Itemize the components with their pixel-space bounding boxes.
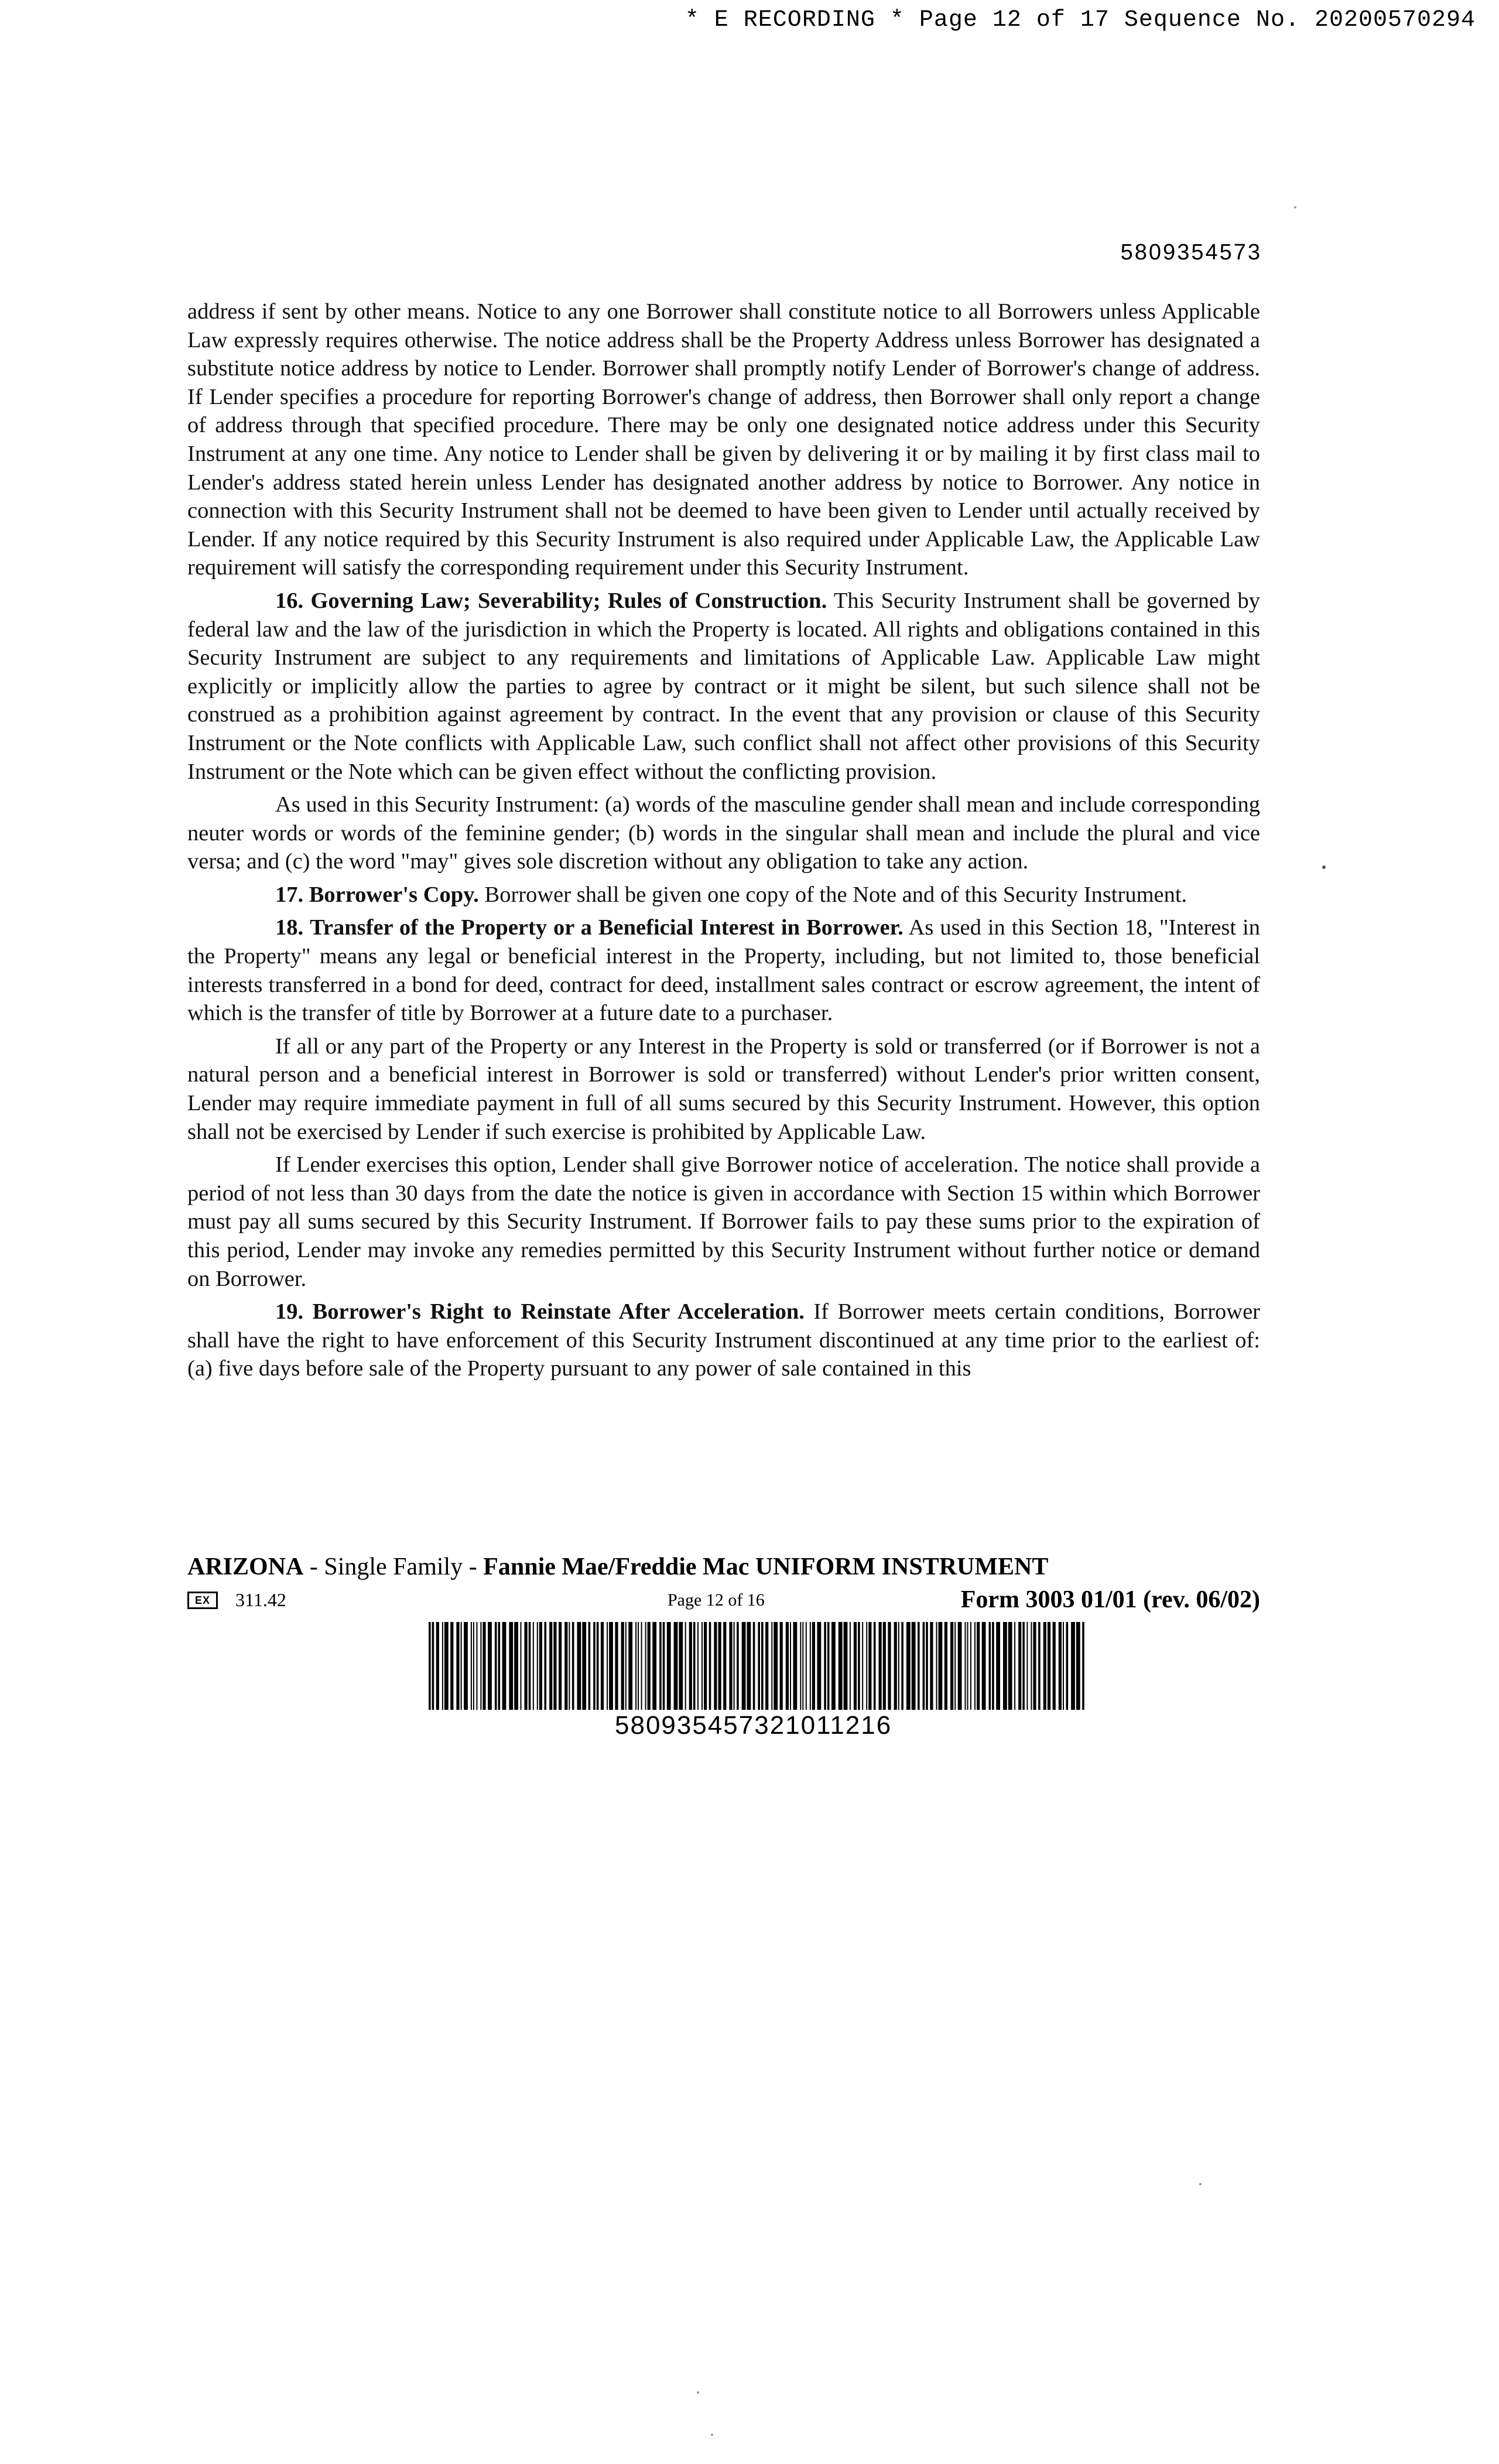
barcode-bar xyxy=(529,1622,531,1710)
barcode-bar xyxy=(597,1622,599,1710)
barcode-bar xyxy=(1059,1622,1062,1710)
barcode-bar xyxy=(894,1622,897,1710)
barcode-bar xyxy=(802,1622,803,1710)
barcode-bar xyxy=(456,1622,459,1710)
barcode-bar xyxy=(729,1622,732,1710)
barcode-bar xyxy=(812,1622,815,1710)
barcode-bar xyxy=(444,1622,449,1710)
barcode-bar xyxy=(883,1622,886,1710)
section-18 xyxy=(187,913,1260,1027)
barcode-bar xyxy=(645,1622,646,1710)
form-code: 311.42 xyxy=(235,1589,286,1610)
barcode-bar xyxy=(1063,1622,1064,1710)
section-17-text: Borrower shall be given one copy of the Note and of this Security Instrument. xyxy=(484,882,1187,907)
scan-speck xyxy=(711,2434,713,2436)
document-body xyxy=(187,297,1260,1383)
barcode-bar xyxy=(432,1622,434,1710)
barcode-bar xyxy=(974,1622,976,1710)
barcode-bar xyxy=(701,1622,703,1710)
footer-family: Single Family xyxy=(324,1553,463,1580)
barcode-bar xyxy=(850,1622,851,1710)
barcode-bar xyxy=(601,1622,604,1710)
barcode-bar xyxy=(901,1622,903,1710)
barcode-bar xyxy=(786,1622,789,1710)
barcode-bar xyxy=(742,1622,746,1710)
barcode-bar xyxy=(564,1622,567,1710)
barcode-bar xyxy=(436,1622,439,1710)
barcode-bar xyxy=(539,1622,542,1710)
barcode-bar xyxy=(718,1622,721,1710)
barcode-bar xyxy=(537,1622,538,1710)
barcode-bar xyxy=(545,1622,547,1710)
barcode-bar xyxy=(488,1622,492,1710)
barcode-bar xyxy=(930,1622,933,1710)
barcode-bar xyxy=(780,1622,783,1710)
barcode-bar xyxy=(461,1622,462,1710)
barcode-bar xyxy=(912,1622,916,1710)
barcode-bar xyxy=(771,1622,772,1710)
barcode-bar xyxy=(525,1622,528,1710)
barcode-bar xyxy=(714,1622,717,1710)
barcode-bar xyxy=(761,1622,764,1710)
barcode-bar xyxy=(480,1622,481,1710)
form-footer-title xyxy=(187,1553,1048,1581)
section-19-number: 19. xyxy=(275,1299,304,1325)
barcode-number: 580935457321011216 xyxy=(615,1711,892,1740)
barcode-bar xyxy=(1022,1622,1025,1710)
paragraph-notice-address: address if sent by other means. Notice to any one Borrower shall constitute notice to all Borrowers unless Applicable Law expressly requires otherwise. The notice address shall be the Property Address unless Borrower has designated a substitute notice address by notice to Lender. Borrower shall promptly notify Lender of Borrower's change of address. If Lender specifies a procedure for reporting Borrower's change of address, then Borrower shall only report a change of address through that specified procedure. There may be only one designated notice address under this Security Instrument at any one time. Any notice to Lender shall be given by delivering it or by mailing it by first class mail to Lender's address stated herein unless Lender has designated another address by notice to Borrower. Any notice in connection with this Security Instrument shall not be deemed to have been given to Lender until actually received by Lender. If any notice required by this Security Instrument is also required under Applicable Law, the Applicable Law requirement will satisfy the corresponding requirement under this Security Instrument. xyxy=(187,299,1260,580)
barcode-bar xyxy=(588,1622,591,1710)
scan-speck xyxy=(1294,206,1296,208)
barcode-bar xyxy=(450,1622,453,1710)
barcode-bar xyxy=(879,1622,882,1710)
barcode-bar xyxy=(582,1622,586,1710)
barcode-bar xyxy=(635,1622,636,1710)
barcode-bar xyxy=(1026,1622,1028,1710)
barcode-bar xyxy=(476,1622,477,1710)
barcode-bar xyxy=(827,1622,830,1710)
barcode-bar xyxy=(1043,1622,1046,1710)
barcode-bar xyxy=(471,1622,472,1710)
section-16-title: Governing Law; Severability; Rules of Construction. xyxy=(310,588,827,613)
barcode-bar xyxy=(824,1622,826,1710)
barcode-bar xyxy=(628,1622,632,1710)
section-16-text: This Security Instrument shall be governed by federal law and the law of the jurisdiction in which the Property is located. All rights and obligations contained in this Security Instrument are subject to any requirements and limitations of Applicable Law. Applicable Law might explicitly or implicitly allow the parties to agree by contract or it might be silent, but such silence shall not be construed as a prohibition against agreement by contract. In the event that any provision or clause of this Security Instrument or the Note conflicts with Applicable Law, such conflict shall not affect other provisions of this Security Instrument or the Note which can be given effect without the conflicting provision. xyxy=(187,588,1261,784)
barcode-bar xyxy=(854,1622,857,1710)
barcode-bar xyxy=(992,1622,994,1710)
barcode-bar xyxy=(607,1622,608,1710)
barcode-bar xyxy=(709,1622,711,1710)
barcode-bar xyxy=(954,1622,956,1710)
section-16-number: 16. xyxy=(275,588,304,613)
barcode-bar xyxy=(737,1622,739,1710)
barcode-bar xyxy=(958,1622,962,1710)
section-16-paragraph-2: As used in this Security Instrument: (a) words of the masculine gender shall mean and include corresponding neuter words or words of the feminine gender; (b) words in the singular shall mean and include the plural and vice versa; and (c) the word "may" gives sole discretion without any obligation to take any action. xyxy=(187,792,1260,874)
section-19 xyxy=(187,1298,1260,1383)
barcode-bar xyxy=(758,1622,760,1710)
barcode-bar xyxy=(1018,1622,1021,1710)
barcode-bar xyxy=(982,1622,986,1710)
barcode-bar xyxy=(806,1622,807,1710)
scan-speck xyxy=(1199,2183,1202,2185)
section-18-number: 18. xyxy=(275,915,304,940)
recording-header: * E RECORDING * Page 12 of 17 Sequence No. 20200570294 xyxy=(685,7,1476,33)
barcode-bar xyxy=(723,1622,726,1710)
barcode-bar xyxy=(868,1622,871,1710)
barcode-bar xyxy=(747,1622,751,1710)
barcode-bar xyxy=(693,1622,696,1710)
barcode-bar xyxy=(577,1622,581,1710)
barcode-bar xyxy=(521,1622,522,1710)
barcode-bar xyxy=(429,1622,431,1710)
barcode-bar xyxy=(774,1622,778,1710)
barcode-bar xyxy=(790,1622,791,1710)
barcode-bar xyxy=(1071,1622,1075,1710)
barcode-bar xyxy=(641,1622,642,1710)
barcode-bar xyxy=(697,1622,699,1710)
scan-speck xyxy=(697,2391,699,2394)
barcode-bar xyxy=(800,1622,801,1710)
barcode-bar xyxy=(1076,1622,1080,1710)
barcode-bar xyxy=(906,1622,911,1710)
barcode-bar xyxy=(866,1622,867,1710)
section-17-number: 17. xyxy=(275,882,304,907)
barcode-bar xyxy=(753,1622,755,1710)
barcode-bar xyxy=(898,1622,899,1710)
barcode-bar xyxy=(652,1622,656,1710)
barcode-bar xyxy=(970,1622,971,1710)
barcode-bar xyxy=(559,1622,562,1710)
barcode-bar xyxy=(965,1622,966,1710)
form-number: Form 3003 01/01 (rev. 06/02) xyxy=(960,1586,1260,1613)
barcode-bar xyxy=(1048,1622,1050,1710)
barcode-bar xyxy=(734,1622,735,1710)
barcode-bar xyxy=(1038,1622,1041,1710)
barcode-bar xyxy=(831,1622,836,1710)
barcode-bar xyxy=(936,1622,937,1710)
form-footer-row xyxy=(187,1588,1260,1617)
barcode-bar xyxy=(862,1622,863,1710)
barcode-bar xyxy=(509,1622,513,1710)
section-18-title: Transfer of the Property or a Beneficial Interest in Borrower. xyxy=(310,915,903,940)
barcode-bar xyxy=(679,1622,683,1710)
barcode-icon xyxy=(427,1622,1089,1710)
barcode-bar xyxy=(817,1622,822,1710)
barcode-bar xyxy=(793,1622,798,1710)
barcode-bar xyxy=(621,1622,624,1710)
barcode-bar xyxy=(996,1622,1000,1710)
barcode-bar xyxy=(989,1622,991,1710)
barcode-bar xyxy=(1082,1622,1084,1710)
barcode-bar xyxy=(685,1622,686,1710)
barcode-bar xyxy=(648,1622,651,1710)
scan-speck xyxy=(1322,865,1326,869)
footer-instrument: Fannie Mae/Freddie Mac UNIFORM INSTRUMENT xyxy=(483,1553,1049,1580)
section-17-title: Borrower's Copy. xyxy=(309,882,479,907)
barcode-bar xyxy=(1014,1622,1015,1710)
barcode-bar xyxy=(1003,1622,1007,1710)
barcode-bar xyxy=(482,1622,485,1710)
barcode-bar xyxy=(888,1622,891,1710)
barcode-bar xyxy=(569,1622,570,1710)
barcode-bar xyxy=(844,1622,848,1710)
footer-state: ARIZONA xyxy=(187,1553,304,1580)
section-19-text: If Borrower meets certain conditions, Borrower shall have the right to have enforcement of this Security Instrument discontinued at any time prior to the earliest of: (a) five days before sale of the Property pursuant to any power of sale contained in this xyxy=(187,1299,1261,1381)
barcode-bar xyxy=(638,1622,639,1710)
form-badge-icon: EX xyxy=(187,1592,218,1609)
barcode-bar xyxy=(674,1622,678,1710)
section-18-text: As used in this Section 18, "Interest in the Property" means any legal or beneficial interest in the Property, including, but not limited to, those beneficial interests transferred in a bond for deed, contract for deed, installment sales contract or escrow agreement, the intent of which is the transfer of title by Borrower at a future date to a purchaser. xyxy=(187,915,1260,1026)
barcode-bar xyxy=(1031,1622,1032,1710)
barcode-bar xyxy=(615,1622,618,1710)
barcode-bar xyxy=(704,1622,707,1710)
barcode-bar xyxy=(810,1622,811,1710)
barcode-bar xyxy=(549,1622,552,1710)
barcode-bar xyxy=(923,1622,925,1710)
loan-number: 5809354573 xyxy=(1120,240,1262,265)
barcode-bar xyxy=(442,1622,443,1710)
barcode-bar xyxy=(689,1622,692,1710)
barcode-bar xyxy=(918,1622,920,1710)
section-17 xyxy=(187,881,1260,909)
barcode-bar xyxy=(1033,1622,1036,1710)
barcode-bar xyxy=(659,1622,662,1710)
barcode-bar xyxy=(495,1622,497,1710)
barcode-bar xyxy=(593,1622,596,1710)
barcode-bar xyxy=(498,1622,501,1710)
barcode-bar xyxy=(939,1622,943,1710)
barcode-bar xyxy=(502,1622,506,1710)
page-number: Page 12 of 16 xyxy=(668,1590,765,1610)
barcode-bar xyxy=(473,1622,474,1710)
barcode-bar xyxy=(667,1622,671,1710)
section-18-paragraph-3: If Lender exercises this option, Lender shall give Borrower notice of acceleration. The notice shall provide a period of not less than 30 days from the date the notice is given in accordance with Section 15 within which Borrower must pay all sums secured by this Security Instrument. If Borrower fails to pay these sums prior to the expiration of this period, Lender may invoke any remedies permitted by this Security Instrument without further notice or demand on Borrower. xyxy=(187,1152,1260,1291)
barcode-bar xyxy=(572,1622,574,1710)
barcode-bar xyxy=(1008,1622,1012,1710)
barcode-bar xyxy=(464,1622,468,1710)
barcode-bar xyxy=(858,1622,860,1710)
footer-separator-1: - xyxy=(303,1553,324,1580)
barcode-bar xyxy=(625,1622,627,1710)
section-19-title: Borrower's Right to Reinstate After Acceleration. xyxy=(312,1299,805,1325)
footer-separator-2: - xyxy=(463,1553,484,1580)
barcode-bar xyxy=(514,1622,518,1710)
barcode-bar xyxy=(839,1622,843,1710)
barcode-bar xyxy=(663,1622,665,1710)
barcode-bar xyxy=(950,1622,953,1710)
barcode-bar xyxy=(874,1622,876,1710)
barcode-bar xyxy=(533,1622,534,1710)
barcode-bar xyxy=(765,1622,768,1710)
section-18-paragraph-2: If all or any part of the Property or any Interest in the Property is sold or transferred (or if Borrower is not a natural person and a beneficial interest in Borrower is sold or transferred) without Lender's prior written consent, Lender may require immediate payment in full of all sums secured by this Security Instrument. However, this option shall not be exercised by Lender if such exercise is prohibited by Applicable Law. xyxy=(187,1033,1260,1144)
barcode-bar xyxy=(944,1622,947,1710)
barcode-bar xyxy=(553,1622,556,1710)
barcode-bar xyxy=(926,1622,928,1710)
barcode-bar xyxy=(1053,1622,1056,1710)
barcode-bar xyxy=(977,1622,980,1710)
barcode-bar xyxy=(609,1622,613,1710)
section-16 xyxy=(187,587,1260,786)
barcode-bar xyxy=(1066,1622,1069,1710)
barcode-bar xyxy=(967,1622,968,1710)
